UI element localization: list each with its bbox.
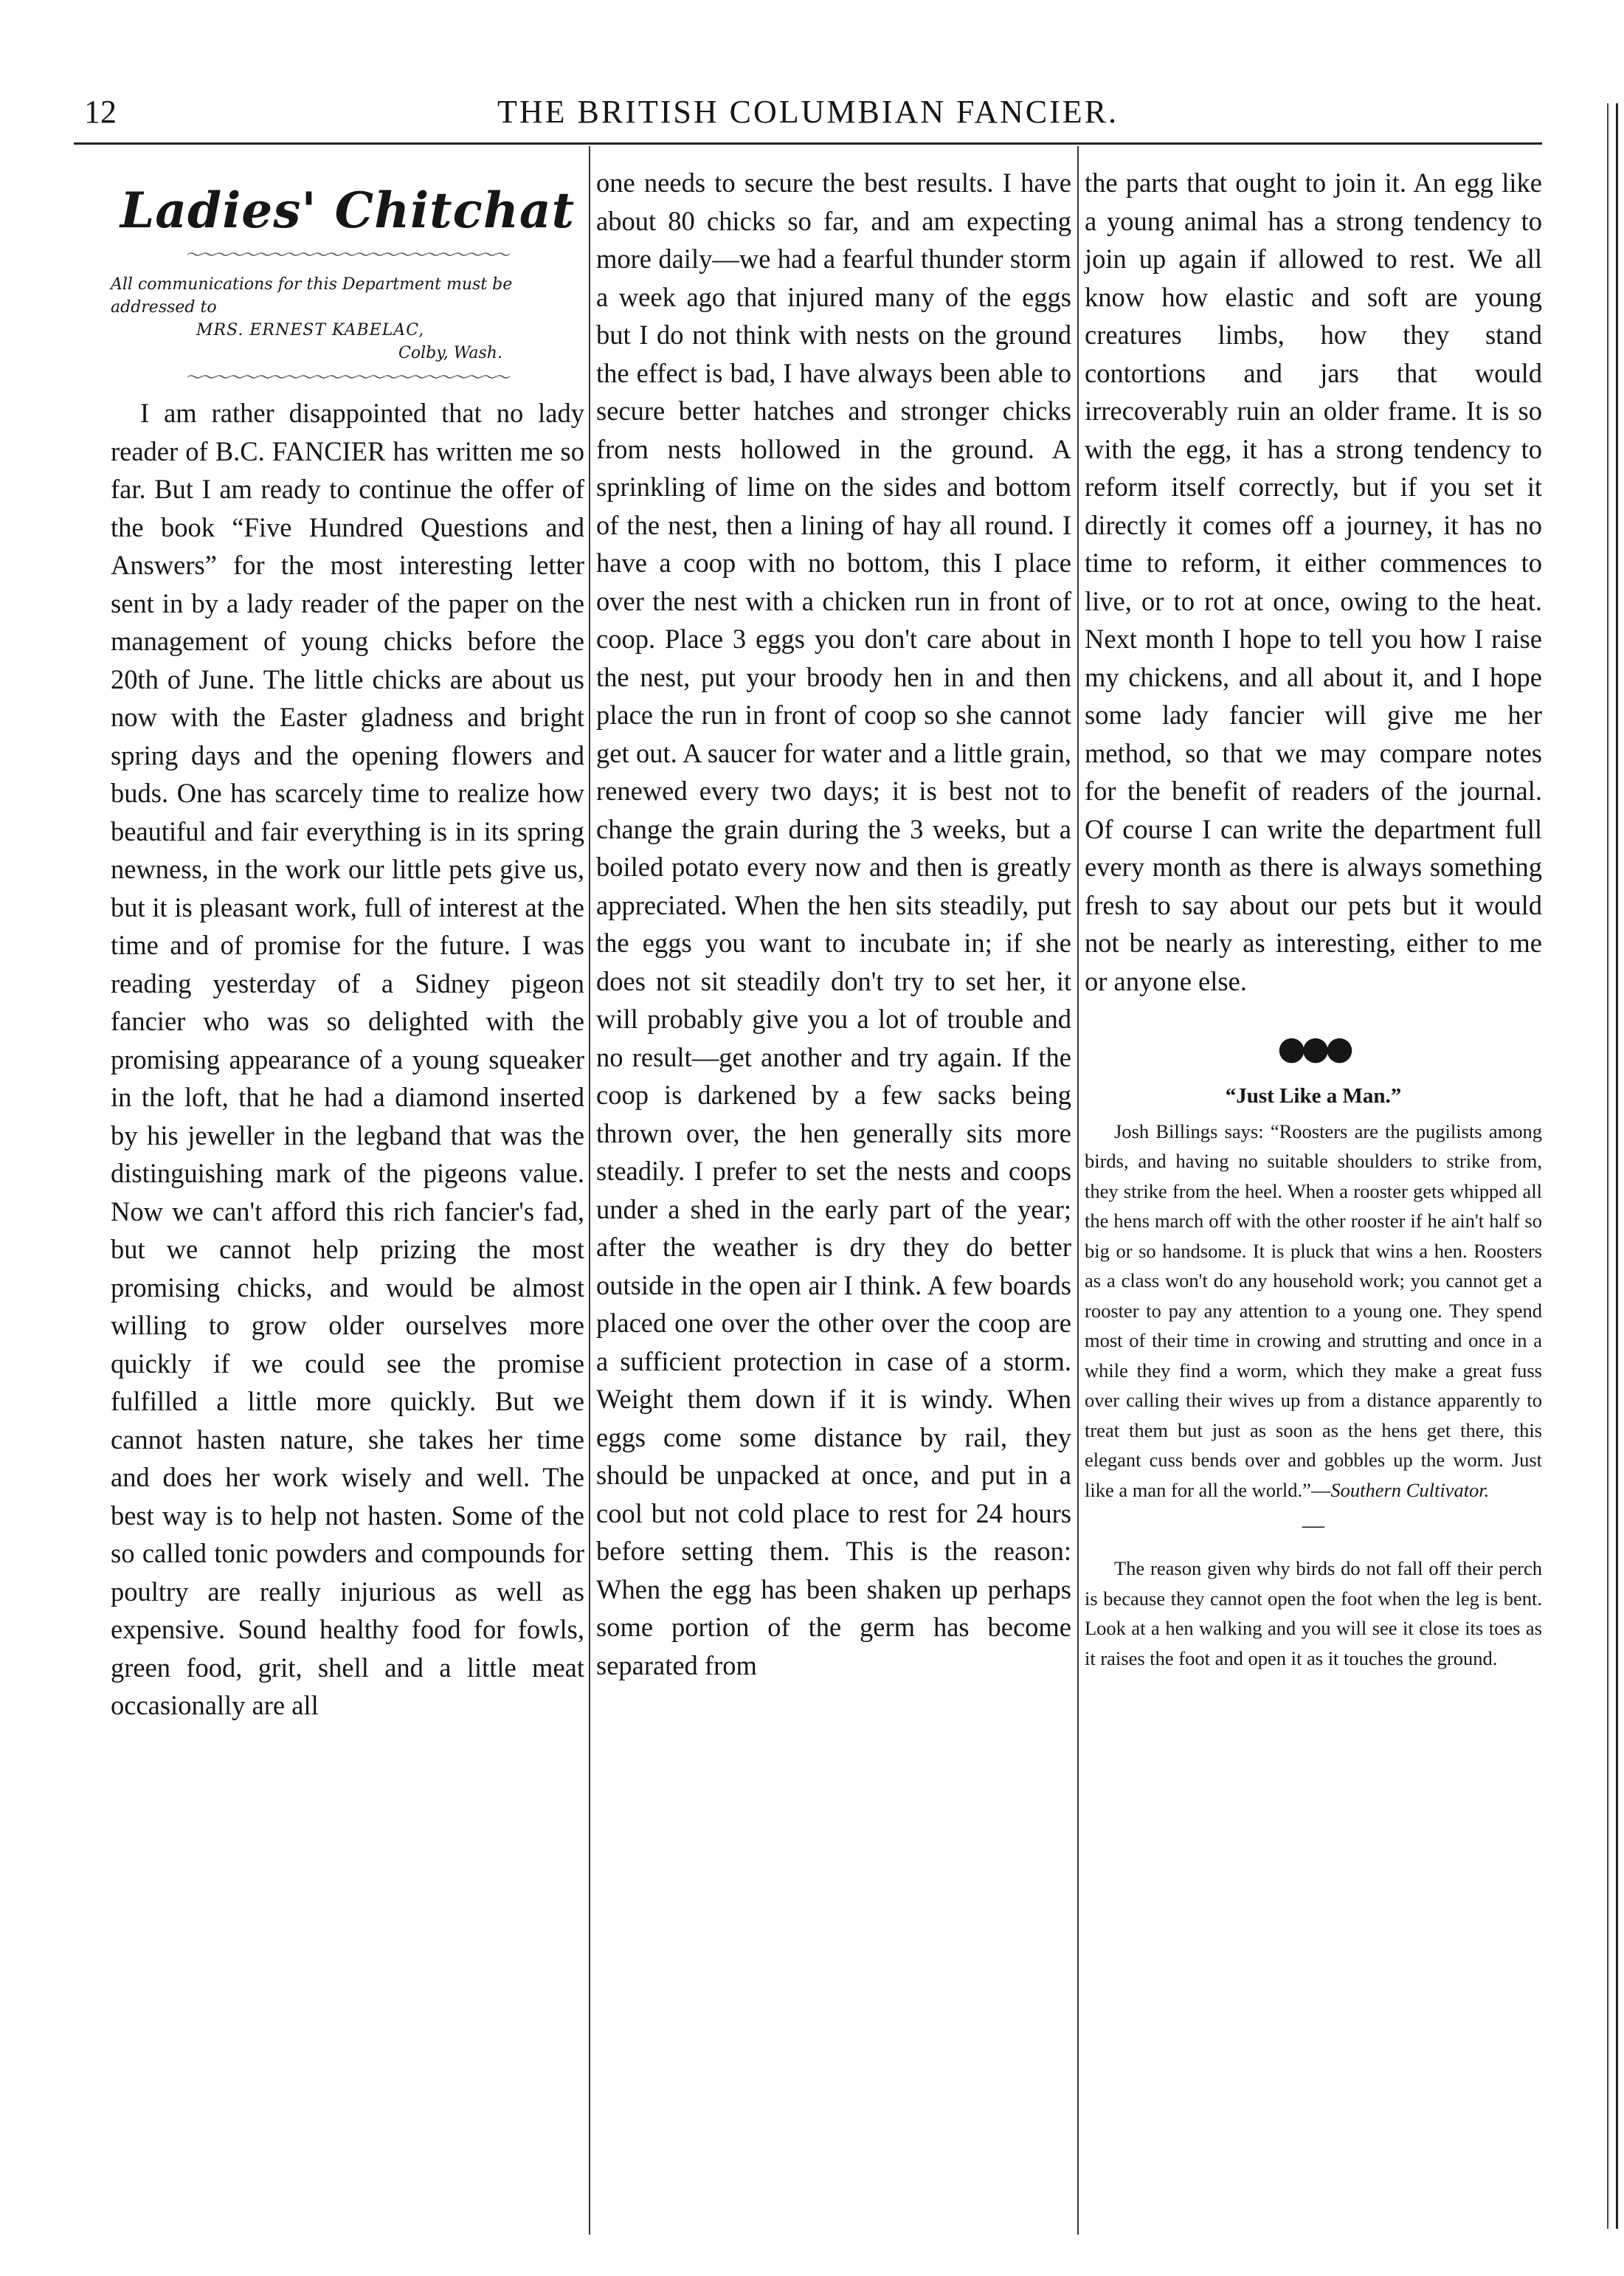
department-address-name: MRS. ERNEST KABELAC,: [196, 321, 425, 339]
story-text: Josh Billings says: “Roosters are the pugilists among birds, and having no suitable shoulders to strike from, they strike from the heel. When a rooster gets whipped all the hens march off with the other rooster if he ain't half so big or so handsome. It is pluck that wins a hen. Roosters as a class won't do any household work; you cannot get a rooster to pay any attention to a young one. They spend most of their time in crowing and strutting and once in a while they find a worm, which they make a great fuss over calling their wives up from a distance apparently to treat them but just as soon as the hens get there, this elegant cuss bends over and gobbles up the worm. Just like a man for all the world.”—: [1085, 1120, 1542, 1501]
department-address-place: Colby, Wash.: [398, 344, 502, 362]
column-two: [596, 164, 1071, 1684]
wavy-rule-bottom: 〜〜〜〜〜〜〜〜〜〜〜〜〜〜〜〜〜〜〜〜〜〜〜: [186, 372, 509, 385]
column-one: [111, 156, 584, 1725]
page-edge-binding: [1607, 103, 1618, 2229]
article-text-column-two: one needs to secure the best results. I have about 80 chicks so far, and am expecting more daily—we had a fearful thunder storm a week ago that injured many of the eggs but I do not think with nests on the ground the effect is bad, I have always been able to secure better hatches and stronger chicks from nests hollowed in the ground. A sprinkling of lime on the sides and bottom of the nest, then a lining of hay all round. I have a coop with no bottom, this I place over the nest with a chicken run in front of coop. Place 3 eggs you don't care about in the nest, put your broody hen in and then place the run in front of coop so she cannot get out. A saucer for water and a little grain, renewed every two days; it is best not to change the grain during the 3 weeks, but a boiled potato every now and then is greatly appreciated. When the hen sits steadily, put the eggs you want to incubate in; if she does not sit steadily don't try to set her, it will probably give you a lot of trouble and no result—get another and try again. If the coop is darkened by a few sacks being thrown over, the hen generally sits more steadily. I prefer to set the nests and coops under a shed in the early part of the year; after the weather is dry they do better outside in the open air I think. A few boards placed one over the other over the coop are a sufficient protection in case of a storm. Weight them down if it is windy. When eggs come some distance by rail, they should be unpacked at once, and put in a cool but not cold place to rest for 24 hours before setting them. This is the reason: When the egg has been shaken up perhaps some portion of the germ has become separated from: [596, 168, 1071, 1680]
page-number: 12: [84, 94, 117, 130]
header-rule: [74, 142, 1542, 145]
column-three: [1085, 164, 1542, 1673]
wavy-rule-top: 〜〜〜〜〜〜〜〜〜〜〜〜〜〜〜〜〜〜〜〜〜〜〜: [186, 249, 509, 263]
note-body: The reason given why birds do not fall off their perch is because they cannot open the foot when the leg is bent. Look at a hen walking and you will see it close its toes as it raises the foot and open it as it touches the ground.: [1085, 1557, 1542, 1669]
section-ornament: ●●●: [1277, 1030, 1350, 1067]
article-text-column-one: I am rather disappointed that no lady reader of B.C. FANCIER has written me so far. But I am ready to continue the offer of the book “Five Hundred Questions and Answers” for the most interesting letter sent in by a lady reader of the paper on the management of young chicks before the 20th of June. The little chicks are about us now with the Easter gladness and bright spring days and the opening flowers and buds. One has scarcely time to realize how beautiful and fair everything is in its spring newness, in the work our little pets give us, but it is pleasant work, full of interest at the time and of promise for the future. I was reading yesterday of a Sidney pigeon fancier who was so delighted with the promising appearance of a young squeaker in the loft, that he had a diamond inserted by his jeweller in the legband that was the distinguishing mark of the pigeons value. Now we can't afford this rich fancier's fad, but we cannot help prizing the most promising chicks, and would be almost willing to grow older ourselves more quickly if we could see the promise fulfilled a little more quickly. But we cannot hasten nature, she takes her time and does her work wisely and well. The best way is to help not hasten. Some of the so called tonic powders and compounds for poultry are really injurious as well as expensive. Sound healthy food for fowls, green food, grit, shell and a little meat occasionally are all: [111, 398, 584, 1720]
story-source: Southern Cultivator.: [1330, 1478, 1490, 1501]
story-separator: —: [1302, 1513, 1324, 1537]
article-text-column-three: the parts that ought to join it. An egg like a young animal has a strong tendency to join up again if allowed to rest. We all know how elastic and soft are young creatures limbs, how they stand contortions and jars that would irrecoverably ruin an older frame. It is so with the egg, it has a strong tendency to reform itself correctly, but if you set it directly it comes off a journey, it has no time to reform, it either commences to live, or to rot at once, owing to the heat. Next month I hope to tell you how I raise my chickens, and all about it, and I hope some lady fancier will give me her method, so that we may compare notes for the benefit of readers of the journal. Of course I can write the department full every month as there is always something fresh to say about our pets but it would not be nearly as interesting, either to me or anyone else.: [1085, 168, 1542, 996]
journal-title: THE BRITISH COLUMBIAN FANCIER.: [497, 94, 1119, 130]
story-title: “Just Like a Man.”: [1225, 1083, 1402, 1108]
department-note-text: All communications for this Department must be addressed to: [111, 275, 513, 317]
column-rule-left: [589, 146, 590, 2235]
department-title: Ladies' Chitchat: [120, 182, 576, 239]
department-note: [111, 273, 584, 365]
page-header: [74, 72, 1542, 142]
column-rule-right: [1077, 146, 1079, 2235]
story-body: [1085, 1117, 1542, 1506]
